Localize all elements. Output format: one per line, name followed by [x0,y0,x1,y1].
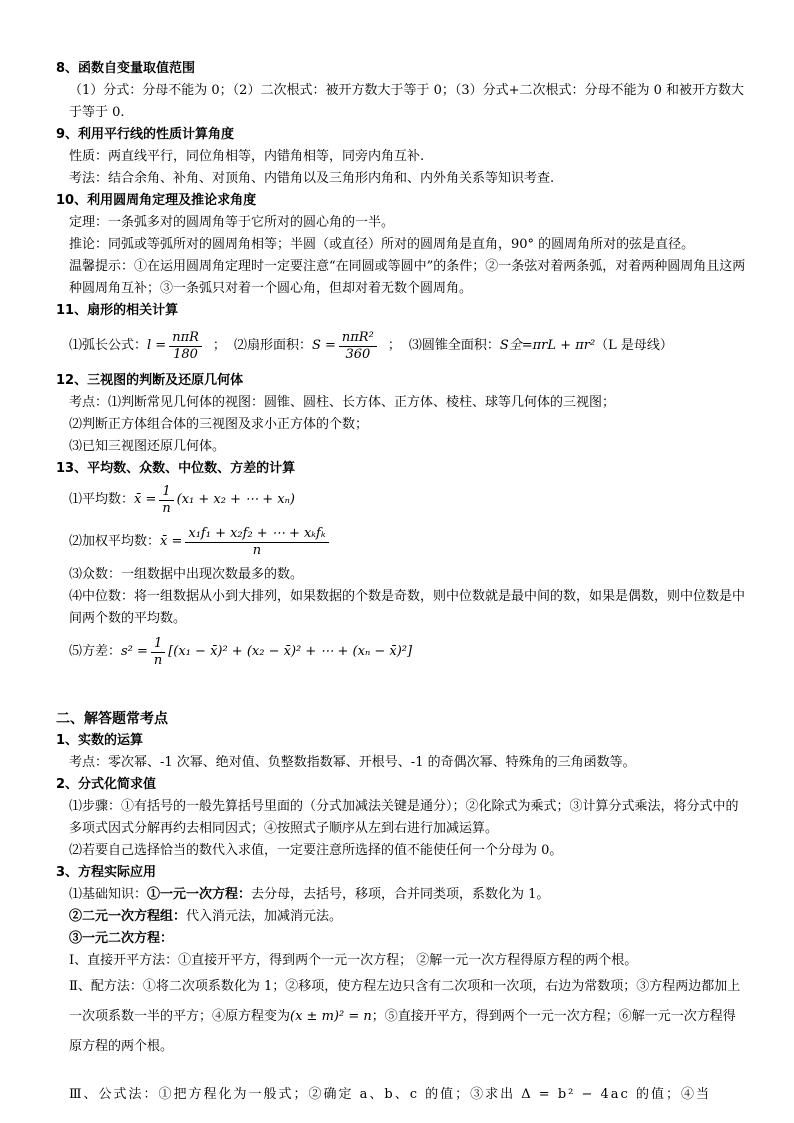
separator-2: ； [387,338,401,353]
weighted-mean-denominator: n [252,542,262,558]
weighted-mean-numerator: x₁f₁ + x₂f₂ + ⋯ + xₖfₖ [185,526,328,543]
document-page [56,58,746,1106]
arc-length-fraction [169,330,202,363]
section-9-title: 9、利用平行线的性质计算角度 [56,127,235,142]
q3-completing-square-text: Ⅱ、配方法：①将二次项系数化为 1；②移项，使方程左边只含有二次项和一次项，右边为常数项；③方程两边都加上一次项系数一半的平方；④原方程变为 [69,979,741,1024]
sector-area-numerator: nπR² [339,330,377,347]
q3-line-2 [56,906,746,928]
mean-rhs: (x₁ + x₂ + ⋯ + xₙ) [176,492,295,507]
weighted-mean-formula [56,520,746,564]
q3-line-6: Ⅲ、公式法：①把方程化为一般式；②确定 a、b、c 的值；③求出 Δ = b² − 4ac 的值；④当 [69,1087,711,1102]
section-10-title: 10、利用圆周角定理及推论求角度 [56,193,257,208]
section-10-line-2: 推论：同弧或等弧所对的圆周角相等；半圆（或直径）所对的圆周角是直角，90° 的圆周角所对的弦是直径。 [69,237,695,252]
section-9-line-1: 性质：两直线平行，同位角相等，内错角相等，同旁内角互补. [69,149,425,164]
variance-formula [56,630,746,674]
q1-body: 考点：零次幂、-1 次幂、绝对值、负整数指数幂、开根号、-1 的奇偶次幂、特殊角的三角函数等。 [69,755,636,770]
q3-completing-square-formula: (x ± m)² = n [290,1009,372,1024]
arc-length-numerator: nπR [169,330,202,347]
section-12-line-2: ⑵判断正方体组合体的三视图及求小正方体的个数； [69,417,369,432]
section-12-title: 12、三视图的判断及还原几何体 [56,373,244,388]
section-8-body: （1）分式：分母不能为 0；（2）二次根式：被开方数大于等于 0；（3）分式+二次根式：分母不能为 0 和被开方数大于等于 0. [69,83,745,120]
part-2-title: 二、解答题常考点 [56,711,168,727]
q3-linear-label: ①一元一次方程： [147,887,252,902]
q2-line-1: ⑴步骤：①有括号的一般先算括号里面的（分式加减法关键是通分）；②化除式为乘式；③计算分式乘法，将分式中的多项式因式分解再约去相同因式；④按照式子顺序从左到右进行加减运算。 [69,799,739,836]
mean-denominator: n [162,500,171,516]
mean-lhs: x̄ = [134,492,157,507]
section-12-line-1: 考点：⑴判断常见几何体的视图：圆锥、圆柱、长方体、正方体、棱柱、球等几何体的三视图； [69,395,616,410]
variance-numerator: 1 [151,636,165,653]
cone-area-label: ⑶圆锥全面积： [408,338,500,353]
separator-1: ； [212,338,226,353]
q3-line-1 [56,884,746,906]
mode-line: ⑶众数：一组数据中出现次数最多的数。 [69,567,304,582]
q3-linear-steps: 去分母，去括号，移项，合并同类项，系数化为 1。 [251,887,550,902]
q3-system-steps: 代入消元法，加减消元法。 [186,909,343,924]
variance-rhs: [(x₁ − x̄)² + (x₂ − x̄)² + ⋯ + (xₙ − x̄)²] [168,644,413,659]
q3-line-5 [56,972,746,1062]
weighted-mean-lhs: x̄ = [160,534,183,549]
sector-area-denominator: 360 [345,346,371,362]
section-12-line-3: ⑶已知三视图还原几何体。 [69,439,226,454]
section-11-title: 11、扇形的相关计算 [56,303,179,318]
q3-line-3 [56,928,746,950]
sector-area-lhs: S = [311,338,336,353]
section-9-line-2: 考法：结合余角、补角、对顶角、内错角以及三角形内角和、内外角关系等知识考查. [69,171,555,186]
q2-title: 2、分式化简求值 [56,777,157,792]
arc-length-denominator: 180 [173,346,198,362]
variance-lhs: s² = [121,644,148,659]
median-line: ⑷中位数：将一组数据从小到大排列，如果数据的个数是奇数，则中位数就是最中间的数，如果是偶数，则中位数是中间两个数的平均数。 [69,589,746,626]
arc-length-lhs: l = [147,338,167,353]
variance-denominator: n [153,652,163,668]
q3-line-4: Ⅰ、直接开平方法：①直接开平方，得到两个一元一次方程； ②解一元一次方程得原方程的两个根。 [69,953,638,968]
variance-fraction [151,636,165,669]
mean-label: ⑴平均数： [69,492,135,507]
weighted-mean-fraction [185,526,328,559]
section-10-line-1: 定理：一条弧多对的圆周角等于它所对的圆心角的一半。 [69,215,395,230]
arc-length-label: ⑴弧长公式： [69,338,148,353]
q2-line-2: ⑵若要自己选择恰当的数代入求值，一定要注意所选择的值不能使任何一个分母为 0。 [69,843,563,858]
sector-formulas [56,322,746,370]
cone-area-note: （L 是母线） [595,338,673,353]
q3-quadratic-label: ③一元二次方程： [69,931,174,946]
mean-fraction [159,484,173,517]
mean-formula [56,480,746,520]
sector-area-fraction [339,330,377,363]
section-8-title: 8、函数自变量取值范围 [56,61,196,76]
sector-area-label: ⑵扇形面积： [233,338,312,353]
q3-system-label: ②二元一次方程组： [69,909,187,924]
q1-title: 1、实数的运算 [56,733,144,748]
variance-label: ⑸方差： [69,644,122,659]
section-10-line-3: 温馨提示：①在运用圆周角定理时一定要注意“在同圆或等圆中”的条件；②一条弦对着两条弧，对着两种圆周角且这两种圆周角互补；③一条弧只对着一个圆心角，但却对着无数个圆周角。 [69,259,746,296]
q3-completing-square-text-2: ；⑤直接开平方，得到两个一元一次方程；⑥解一元一次方程得原方程的两个根。 [69,1009,736,1054]
mean-numerator: 1 [159,484,173,501]
section-13-title: 13、平均数、众数、中位数、方差的计算 [56,461,296,476]
q3-basics-label: ⑴基础知识： [69,887,148,902]
cone-area-formula: S全=πrL + πr² [499,338,596,353]
weighted-mean-label: ⑵加权平均数： [69,534,161,549]
q3-title: 3、方程实际应用 [56,865,157,880]
